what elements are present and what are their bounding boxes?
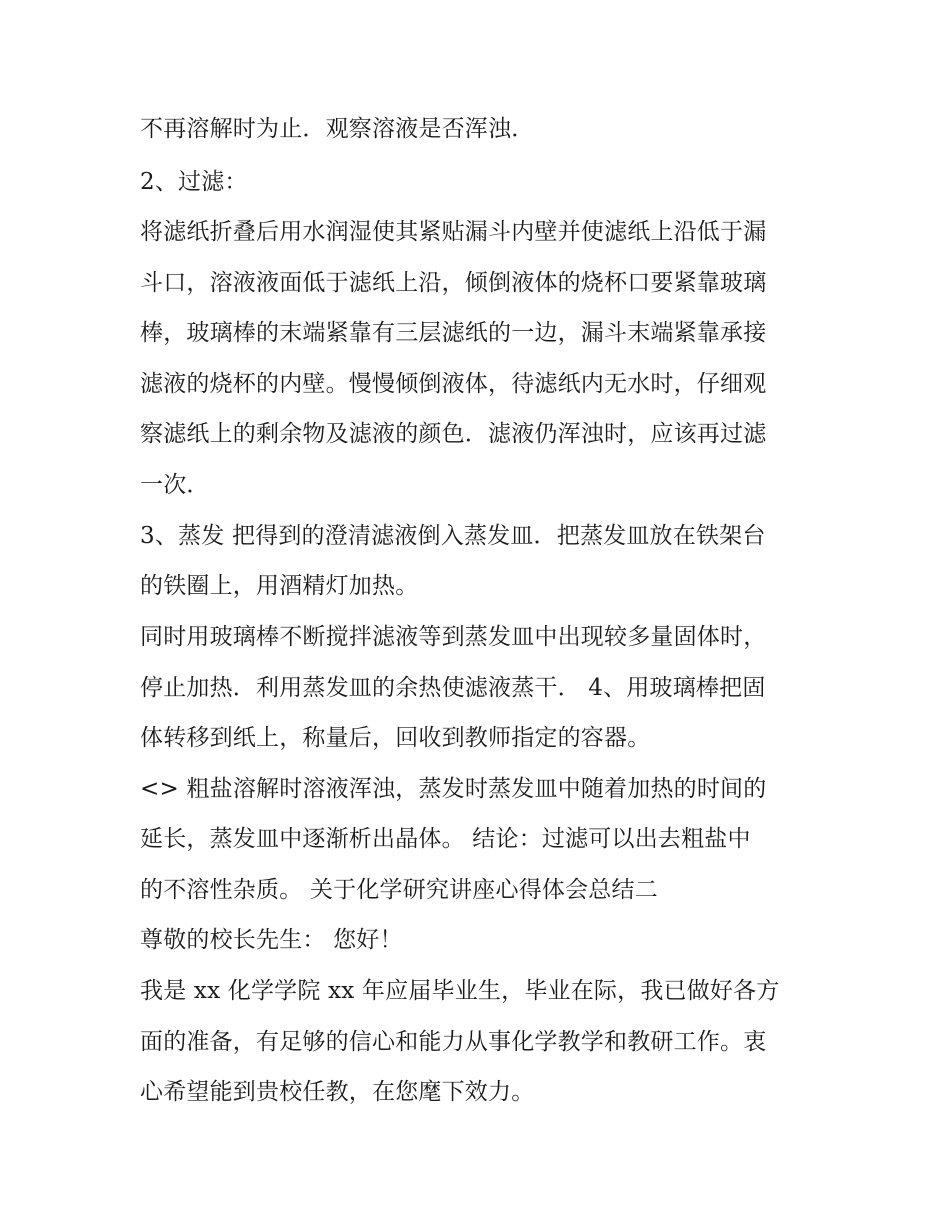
- text-line: 一次．: [140, 472, 210, 498]
- text-line: 的不溶性杂质。 关于化学研究讲座心得体会总结二: [140, 877, 658, 903]
- text-line: 不再溶解时为止．观察溶液是否浑浊．: [140, 116, 535, 142]
- text-line: 体转移到纸上，称量后，回收到教师指定的容器。: [140, 725, 651, 751]
- text-line: 将滤纸折叠后用水润湿使其紧贴漏斗内壁并使滤纸上沿低于漏: [140, 219, 767, 245]
- text-line: 心希望能到贵校任教，在您麾下效力。: [140, 1079, 535, 1105]
- text-line: 延长，蒸发皿中逐渐析出晶体。 结论：过滤可以出去粗盐中: [140, 826, 751, 852]
- text-line: 棒，玻璃棒的末端紧靠有三层滤纸的一边，漏斗末端紧靠承接: [140, 320, 767, 346]
- text-line: 面的准备，有足够的信心和能力从事化学教学和教研工作。衷: [140, 1029, 767, 1055]
- text-line: <> 粗盐溶解时溶液浑浊，蒸发时蒸发皿中随着加热的时间的: [140, 776, 767, 802]
- letter-salutation: 尊敬的校长先生： 您好！: [140, 927, 403, 953]
- section-heading-evaporation: 3、蒸发 把得到的澄清滤液倒入蒸发皿．把蒸发皿放在铁架台: [140, 523, 766, 549]
- text-line: 我是 xx 化学学院 xx 年应届毕业生，毕业在际，我已做好各方: [140, 978, 780, 1004]
- text-line: 滤液的烧杯的内壁。慢慢倾倒液体，待滤纸内无水时，仔细观: [140, 371, 767, 397]
- text-line: 察滤纸上的剩余物及滤液的颜色．滤液仍浑浊时，应该再过滤: [140, 421, 767, 447]
- text-line: 的铁圈上，用酒精灯加热。: [140, 573, 419, 599]
- section-heading-filtration: 2、过滤：: [140, 169, 248, 195]
- text-line: 同时用玻璃棒不断搅拌滤液等到蒸发皿中出现较多量固体时，: [140, 624, 767, 650]
- text-line: 停止加热．利用蒸发皿的余热使滤液蒸干． 4、用玻璃棒把固: [140, 675, 766, 701]
- text-line: 斗口，溶液液面低于滤纸上沿，倾倒液体的烧杯口要紧靠玻璃: [140, 270, 767, 296]
